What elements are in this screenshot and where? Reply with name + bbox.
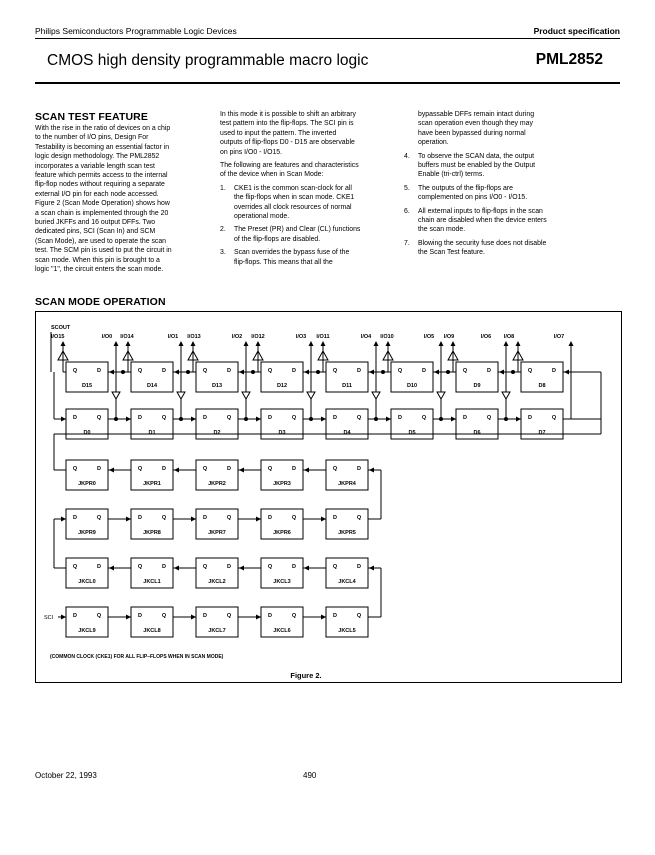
arrow-left-icon [109,566,114,571]
flip-flop-label: JKPR0 [78,481,96,487]
arrow-left-icon [304,566,309,571]
body-text-line: feature which permits access to the internal [35,172,168,180]
pin-d-label: D [138,415,142,421]
flip-flop-label: D9 [473,383,481,389]
arrow-left-icon [369,370,374,375]
list-item-number: 1. [220,184,226,192]
io-pin-label: I/O2 [231,334,243,340]
pin-q-label: Q [202,564,208,570]
arrow-right-icon [61,517,66,522]
inverter-buffer-icon [437,392,445,399]
pin-q-label: Q [96,515,102,521]
arrow-up-icon [504,341,509,346]
pin-d-label: D [268,415,272,421]
pin-d-label: D [97,466,101,472]
body-text-line: With the rise in the ratio of devices on a chip [35,125,171,132]
arrow-right-icon [191,417,196,422]
flip-flop-label: D2 [213,430,221,436]
arrow-left-icon [304,370,309,375]
list-item-number: 6. [404,207,410,215]
flip-flop-label: D8 [538,383,546,389]
pin-q-label: Q [72,564,78,570]
header-rule [35,38,620,39]
body-text-line: In this mode it is possible to shift an arbitrary [220,111,356,118]
body-text-line: scan operation even though they may [418,120,533,128]
list-item-number: 3. [220,249,226,257]
arrow-up-icon [516,341,521,346]
arrow-left-icon [239,468,244,473]
arrow-up-icon [244,341,249,346]
arrow-right-icon [61,615,66,620]
arrow-left-icon [239,566,244,571]
arrow-up-icon [126,341,131,346]
body-text-line: to the number of I/O pins, Design For [35,134,149,142]
section-heading-scan-test: SCAN TEST FEATURE [35,111,148,123]
body-text-line: incorporates a variable length scan test [35,162,155,170]
flip-flop-label: JKPR4 [338,481,356,487]
arrow-right-icon [321,615,326,620]
io-pin-label: I/O15 [51,334,65,340]
pin-q-label: Q [72,466,78,472]
inverter-buffer-icon [177,392,185,399]
body-text-line: outputs of flip-flops D0 - D15 are observable [220,139,355,147]
arrow-right-icon [126,615,131,620]
pin-q-label: Q [137,564,143,570]
body-text-line: buried JKFFs and 16 output DFFs. Two [35,219,156,227]
pin-d-label: D [357,564,361,570]
header-company: Philips Semiconductors Programmable Logic Devices [35,26,237,36]
list-item [220,225,405,244]
pin-q-label: Q [267,368,273,374]
pin-q-label: Q [96,415,102,421]
arrow-right-icon [126,517,131,522]
arrow-left-icon [174,370,179,375]
pin-d-label: D [73,415,77,421]
pin-q-label: Q [226,613,232,619]
pin-q-label: Q [202,368,208,374]
pin-d-label: D [227,466,231,472]
list-item-line: The Preset (PR) and Clear (CL) functions [234,226,361,234]
pin-d-label: D [487,368,491,374]
list-item [404,239,586,258]
list-item-number: 2. [220,226,226,234]
pin-d-label: D [203,515,207,521]
pin-q-label: Q [96,613,102,619]
pin-d-label: D [138,515,142,521]
arrow-right-icon [256,517,261,522]
flip-flop-label: JKCL3 [273,579,291,585]
pin-d-label: D [227,564,231,570]
pin-d-label: D [73,613,77,619]
col3-continuation [404,110,586,148]
junction-dot [251,370,255,374]
pin-d-label: D [398,415,402,421]
flip-flop-label: D10 [406,383,418,389]
pin-d-label: D [97,564,101,570]
flip-flop-label: D0 [83,430,91,436]
flip-flop-label: D4 [343,430,351,436]
inverter-buffer-icon [502,392,510,399]
list-item-line: buffers must be enabled by the Output [418,162,536,170]
io-pin-label: I/O12 [251,334,265,340]
list-item-line: the flip-flops when in scan mode. CKE1 [234,194,355,202]
list-item-line: flip-flops. This means that all the [234,258,333,266]
arrow-right-icon [386,417,391,422]
pin-q-label: Q [267,466,273,472]
scout-label: SCOUT [51,325,71,331]
pin-d-label: D [162,368,166,374]
flip-flop-label: JKCL7 [208,628,226,634]
list-item [404,184,586,203]
column-3 [404,110,586,262]
section-heading-scan-mode: SCAN MODE OPERATION [35,296,166,308]
junction-dot [316,370,320,374]
list-item-number: 4. [404,152,410,160]
flip-flop-label: JKPR8 [143,530,161,536]
io-pin-label: I/O0 [101,334,113,340]
pin-d-label: D [203,613,207,619]
flip-flop-label: JKPR6 [273,530,291,536]
arrow-up-icon [256,341,261,346]
io-pin-label: I/O8 [503,334,515,340]
body-text-line: scan mode. When this pin is brought to a [35,256,160,264]
pin-d-label: D [162,564,166,570]
body-text-line: bypassable DFFs remain intact during [418,111,535,118]
pin-d-label: D [162,466,166,472]
arrow-up-icon [386,341,391,346]
arrow-up-icon [309,341,314,346]
flip-flop-label: D5 [408,430,416,436]
junction-dot [179,417,183,421]
pin-q-label: Q [332,466,338,472]
flip-flop-label: D12 [276,383,288,389]
pin-q-label: Q [137,368,143,374]
title-rule [35,82,620,84]
column-1 [35,124,215,275]
arrow-up-icon [569,341,574,346]
flip-flop-label: JKPR2 [208,481,226,487]
pin-d-label: D [357,368,361,374]
figure-2-box [35,311,622,683]
list-item-number: 7. [404,239,410,247]
figure-caption: Figure 2. [290,671,322,680]
pin-q-label: Q [486,415,492,421]
arrow-right-icon [126,417,131,422]
pin-q-label: Q [137,466,143,472]
io-pin-label: I/O14 [120,334,134,340]
body-text-line: test. The SCM pin is used to put the circuit in [35,247,172,255]
pin-q-label: Q [291,515,297,521]
pin-q-label: Q [226,515,232,521]
pin-q-label: Q [332,368,338,374]
arrow-right-icon [451,417,456,422]
page-title: CMOS high density programmable macro logic [47,52,369,69]
junction-dot [439,417,443,421]
list-item-line: The outputs of the flip-flops are [418,184,513,192]
arrow-right-icon [516,417,521,422]
header-doc-type: Product specification [533,26,620,36]
arrow-up-icon [61,341,66,346]
arrow-right-icon [256,417,261,422]
pin-q-label: Q [202,466,208,472]
arrow-left-icon [174,566,179,571]
junction-dot [114,417,118,421]
arrow-right-icon [256,615,261,620]
body-text-line: used to input the pattern. The inverted [220,129,337,137]
flip-flop-label: JKPR3 [273,481,291,487]
pin-q-label: Q [462,368,468,374]
arrow-right-icon [321,517,326,522]
flip-flop-label: JKPR1 [143,481,161,487]
figure-note: (COMMON CLOCK (CKE1) FOR ALL FLIP–FLOPS WHEN IN SCAN MODE) [50,654,224,660]
list-item [404,207,586,235]
body-text-line: dedicated pins, SCI (Scan In) and SCM [35,228,156,236]
body-text-line: (Scan Mode), are used to operate the scan [35,237,166,245]
list-item-line: operational mode. [234,213,290,221]
flip-flop-label: JKCL8 [143,628,161,634]
arrow-left-icon [369,566,374,571]
pin-d-label: D [292,368,296,374]
flip-flop-label: JKCL9 [78,628,96,634]
arrow-right-icon [61,417,66,422]
pin-d-label: D [528,415,532,421]
flip-flop-label: D11 [342,383,352,389]
flip-flop-label: D14 [146,383,158,389]
body-text-line: Figure 2 (Scan Mode Operation) shows how [35,200,170,208]
arrow-up-icon [179,341,184,346]
pin-d-label: D [203,415,207,421]
pin-d-label: D [333,515,337,521]
flip-flop-label: JKCL5 [338,628,356,634]
list-item [220,184,405,222]
body-text-line: logic design methodology. The PML2852 [35,153,160,161]
body-text-line: on pins I/O0 - I/O15. [220,148,283,156]
flip-flop-label: JKCL6 [273,628,291,634]
body-text-line: of the device when in Scan Mode: [220,171,324,179]
flip-flop-label: JKPR5 [338,530,356,536]
pin-q-label: Q [226,415,232,421]
column-2 [220,110,405,271]
list-item-line: To observe the SCAN data, the output [418,152,535,160]
junction-dot [374,417,378,421]
flip-flop-label: JKCL4 [338,579,356,585]
body-text-line: external I/O pin for each node accessed. [35,190,159,198]
list-item-line: chain are disabled when the device enters [418,217,547,225]
arrow-up-icon [439,341,444,346]
flip-flop-label: D6 [473,430,481,436]
list-item-line: the Scan Test feature. [418,249,485,257]
arrow-left-icon [499,370,504,375]
arrow-right-icon [191,517,196,522]
arrow-left-icon [109,468,114,473]
pin-q-label: Q [356,613,362,619]
list-item-line: complemented on pins I/O0 - I/O15. [418,194,528,202]
footer-date: October 22, 1993 [35,771,97,780]
arrow-left-icon [304,468,309,473]
io-pin-label: I/O9 [443,334,455,340]
list-item [220,248,405,267]
arrow-up-icon [451,341,456,346]
pin-d-label: D [97,368,101,374]
pin-q-label: Q [356,415,362,421]
body-text-line: test pattern into the flip-flops. The SCI pin is [220,120,354,128]
arrow-up-icon [191,341,196,346]
list-item-line: Scan overrides the bypass fuse of the [234,249,350,257]
pin-q-label: Q [291,613,297,619]
pin-q-label: Q [161,415,167,421]
io-pin-label: I/O4 [360,334,372,340]
list-item-line: Blowing the security fuse does not disable [418,239,547,247]
junction-dot [244,417,248,421]
scan-chain-diagram [36,312,621,682]
body-text-line: flip-flop nodes without requiring a separate [35,181,165,189]
flip-flop-label: JKPR7 [208,530,226,536]
list-item-line: CKE1 is the common scan-clock for all [234,184,352,192]
arrow-left-icon [109,370,114,375]
junction-dot [309,417,313,421]
flip-flop-label: D7 [538,430,546,436]
junction-dot [121,370,125,374]
junction-dot [446,370,450,374]
list-item-line: of the flip-flops are disabled. [234,235,321,243]
arrow-up-icon [321,341,326,346]
body-text-line: operation. [418,139,449,147]
flip-flop-label: D13 [211,383,223,389]
arrow-left-icon [369,468,374,473]
part-number: PML2852 [535,51,603,68]
inverter-buffer-icon [112,392,120,399]
inverter-buffer-icon [242,392,250,399]
pin-d-label: D [552,368,556,374]
pin-d-label: D [463,415,467,421]
flip-flop-label: D3 [278,430,286,436]
arrow-left-icon [564,370,569,375]
io-pin-label: I/O6 [480,334,492,340]
arrow-left-icon [174,468,179,473]
pin-q-label: Q [332,564,338,570]
pin-q-label: Q [551,415,557,421]
io-pin-label: I/O5 [423,334,435,340]
list-item-line: All external inputs to flip-flops in the scan [418,207,543,215]
pin-d-label: D [333,613,337,619]
junction-dot [381,370,385,374]
junction-dot [504,417,508,421]
flip-flop-label: JKCL0 [78,579,96,585]
pin-d-label: D [357,466,361,472]
pin-q-label: Q [291,415,297,421]
inverter-buffer-icon [372,392,380,399]
io-pin-label: I/O7 [553,334,565,340]
col2-paragraph-1 [220,110,405,157]
pin-d-label: D [138,613,142,619]
arrow-up-icon [114,341,119,346]
io-pin-label: I/O13 [187,334,201,340]
col2-paragraph-2 [220,161,405,180]
list-item-line: the scan mode. [418,226,466,234]
body-text-line: Testability is becoming an essential factor in [35,143,170,151]
pin-q-label: Q [421,415,427,421]
arrow-up-icon [374,341,379,346]
arrow-right-icon [321,417,326,422]
pin-d-label: D [292,466,296,472]
pin-d-label: D [268,515,272,521]
body-text-line: The following are features and characteristics [220,162,359,170]
io-pin-label: I/O3 [295,334,307,340]
flip-flop-label: JKCL1 [143,579,161,585]
list-item [404,152,586,180]
io-pin-label: I/O11 [316,334,330,340]
pin-q-label: Q [356,515,362,521]
pin-q-label: Q [267,564,273,570]
list-item-number: 5. [404,184,410,192]
pin-q-label: Q [397,368,403,374]
flip-flop-label: D15 [81,383,93,389]
body-text-line: a scan chain is implemented through the 20 [35,209,169,217]
list-item-line: Enable (tri-ctrl) terms. [418,171,485,179]
body-text-line: have been bypassed during normal [418,129,526,137]
pin-d-label: D [333,415,337,421]
io-pin-label: I/O1 [167,334,179,340]
pin-q-label: Q [161,515,167,521]
body-text-line: logic "1", the circuit enters the scan mode. [35,266,164,274]
pin-d-label: D [227,368,231,374]
inverter-buffer-icon [307,392,315,399]
arrow-right-icon [191,615,196,620]
junction-dot [186,370,190,374]
footer-page-number: 490 [303,771,317,780]
pin-d-label: D [268,613,272,619]
pin-d-label: D [422,368,426,374]
flip-flop-label: JKCL2 [208,579,226,585]
flip-flop-label: D1 [148,430,156,436]
arrow-left-icon [434,370,439,375]
io-pin-label: I/O10 [380,334,394,340]
pin-d-label: D [292,564,296,570]
sci-label: SCI [44,615,54,621]
pin-q-label: Q [72,368,78,374]
flip-flop-label: JKPR9 [78,530,96,536]
list-item-line: overrides all clock resources of normal [234,203,352,211]
pin-q-label: Q [527,368,533,374]
arrow-left-icon [239,370,244,375]
pin-d-label: D [73,515,77,521]
junction-dot [511,370,515,374]
pin-q-label: Q [161,613,167,619]
